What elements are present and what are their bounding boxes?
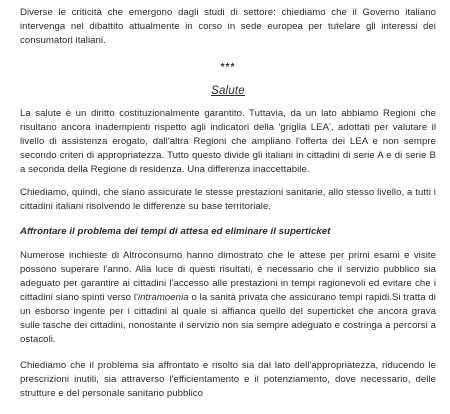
attese-text-part1: Numerose inchieste di Altroconsumo hanno dimostrato che le attese per primi esami e visite possono superare l'anno. Alla luce di questi risultati, è necessario che il servizio pubblico sia adeguato per garantire ai cittadini l'accesso alle prestazioni in tempi ragionevoli ed evitare che i cittadini siano spinti verso l': [20, 250, 436, 303]
section-separator: ***: [220, 62, 236, 73]
attese-text-intramoenia: intramoenia: [137, 292, 189, 303]
subheading-tempi-attesa: Affrontare il problema dei tempi di attesa ed eliminare il superticket: [20, 226, 331, 237]
chiediamo-paragraph: Chiediamo, quindi, che siano assicurate le stesse prestazioni sanitarie, allo stesso livello, a tutti i cittadini italiani risolvendo le differenze su base territoriale.: [20, 187, 436, 212]
attese-paragraph: [20, 249, 436, 347]
salute-paragraph: La salute è un diritto costituzionalmente garantito. Tuttavia, da un lato abbiamo Regioni che risultano ancora inadempienti rispetto agli indicatori della 'griglia LEA', adottati per valutare il livello di assistenza erogato, dall'altra Regioni che ampliano l'offerta dei LEA e non sempre secondo criteri di appropriatezza. Tutto questo divide gli italiani in cittadini di serie A e di serie B a seconda della Regione di residenza. Una differenza inaccettabile.: [20, 108, 436, 175]
final-paragraph: Chiediamo che il problema sia affrontato e risolto sia dal lato dell'appropriatezza, riducendo le prescrizioni inutili, sia attraverso l'efficientamento e il potenziamento, dove necessario, delle strutture e del personale sanitario pubblico: [20, 360, 436, 399]
section-title-salute: Salute: [211, 85, 245, 97]
attese-text-part2: o la sanità privata che assicurano tempi rapidi.Si tratta di un esborso ingente per i cittadini al quale si affianca quello del superticket che ancora grava sulle tasche dei cittadini, nonostante il servizio non sia sempre adeguato e costringa a percorsi a ostacoli.: [20, 292, 436, 345]
intro-paragraph: Diverse le criticità che emergono dagli studi di settore: chiediamo che il Governo italiano intervenga nel dibattito attualmente in corso in sede europea per tutelare gli interessi dei consumatori italiani.: [20, 7, 436, 46]
